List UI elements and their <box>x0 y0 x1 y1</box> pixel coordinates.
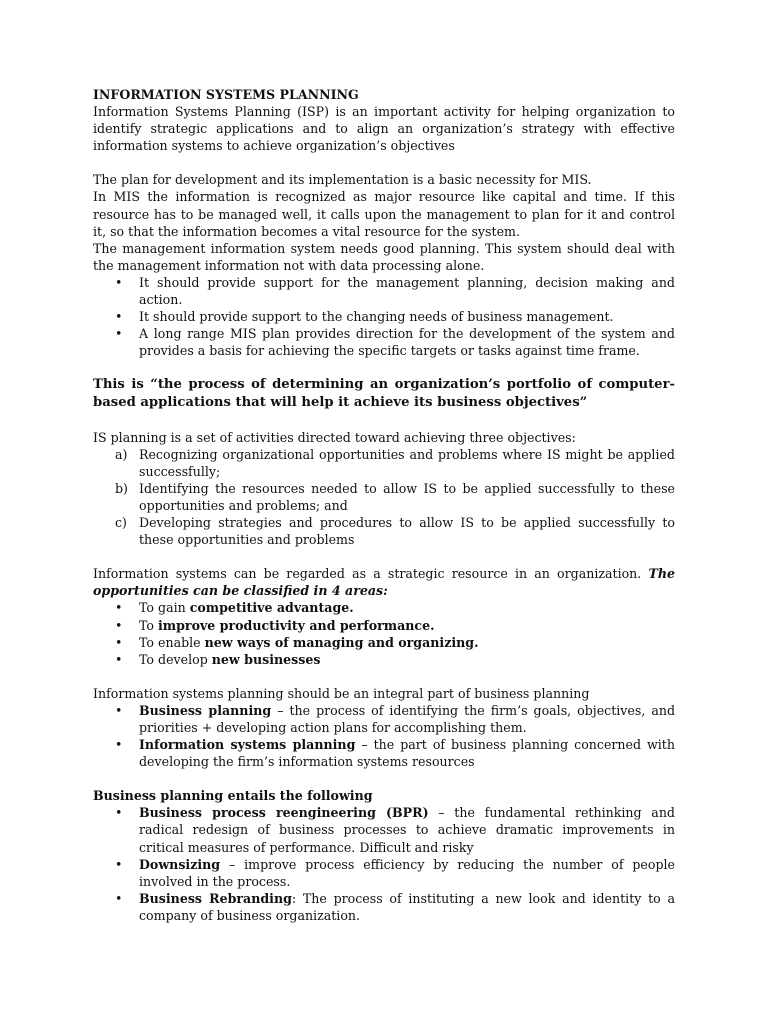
entails-list <box>93 804 675 924</box>
bullet-icon: • <box>115 890 123 906</box>
emphasis-text: The opportunities can be classified in 4 areas: <box>93 566 675 599</box>
bullet-icon: • <box>115 634 123 650</box>
spacer <box>93 668 675 685</box>
spacer <box>93 770 675 787</box>
mis-paragraph: In MIS the information is recognized as major resource like capital and time. If this resource has to be managed well, it calls upon the management to plan for it and control it, so that the information becomes a vital resource for the system. <box>93 189 675 239</box>
spacer <box>93 154 675 171</box>
list-item: • It should provide support to the changing needs of business management. <box>115 309 614 325</box>
list-item: • It should provide support for the management planning, decision making and action. <box>115 274 675 308</box>
bullet-icon: • <box>115 309 123 325</box>
entails-heading: Business planning entails the following <box>93 788 373 804</box>
plan-paragraph: The plan for development and its implementation is a basic necessity for MIS. <box>93 172 592 188</box>
bullet-icon: • <box>115 274 123 290</box>
list-item: c) Developing strategies and procedures to allow IS to be applied successfully to these opportunities and problems <box>115 515 675 548</box>
document-page <box>93 86 675 924</box>
integral-paragraph: Information systems planning should be an integral part of business planning <box>93 685 590 701</box>
spacer <box>93 548 675 565</box>
list-item: a) Recognizing organizational opportunities and problems where IS might be applied successfully; <box>115 446 675 479</box>
spacer <box>93 359 675 376</box>
list-item: • To develop new businesses <box>115 651 321 667</box>
bullet-icon: • <box>115 617 123 633</box>
list-item: • Information systems planning – the part of business planning concerned with developing the firm’s information systems resources <box>115 737 675 770</box>
bullet-icon: • <box>115 856 123 872</box>
bullet-icon: • <box>115 737 123 753</box>
bullet-icon: • <box>115 805 123 821</box>
strategic-paragraph: Information systems can be regarded as a strategic resource in an organization. The opportunities can be classified in 4 areas: <box>93 566 675 599</box>
bullet-icon: • <box>115 600 123 616</box>
spacer <box>93 412 675 429</box>
mis-bullet-list <box>93 274 675 359</box>
document-title: INFORMATION SYSTEMS PLANNING <box>93 87 359 102</box>
list-item: • To enable new ways of managing and organizing. <box>115 634 479 650</box>
areas-list <box>93 599 675 667</box>
list-item: • Business Rebranding: The process of instituting a new look and identity to a company of business organization. <box>115 890 675 923</box>
bullet-icon: • <box>115 651 123 667</box>
definition-statement: This is “the process of determining an organization’s portfolio of computer-based applications that will help it achieve its business objectives” <box>93 377 675 410</box>
planning-list <box>93 702 675 770</box>
list-item: • Business process reengineering (BPR) – the fundamental rethinking and radical redesign of business processes to achieve dramatic improvements in critical measures of performance. Difficult and risky <box>115 805 675 855</box>
list-item: • A long range MIS plan provides direction for the development of the system and provides a basis for achieving the specific targets or tasks against time frame. <box>115 326 675 359</box>
list-marker: b) <box>115 480 128 496</box>
list-marker: a) <box>115 446 128 462</box>
objectives-intro: IS planning is a set of activities directed toward achieving three objectives: <box>93 429 576 445</box>
list-item: • Business planning – the process of identifying the firm’s goals, objectives, and priorities + developing action plans for accomplishing them. <box>115 702 676 735</box>
bullet-icon: • <box>115 702 123 718</box>
intro-paragraph: Information Systems Planning (ISP) is an important activity for helping organization to identify strategic applications and to align an organization’s strategy with effective information systems to achieve organization’s objectives <box>93 104 675 154</box>
objectives-list <box>93 446 675 549</box>
list-item: • To gain competitive advantage. <box>115 600 354 616</box>
list-item: • Downsizing – improve process efficiency by reducing the number of people involved in the process. <box>115 856 675 889</box>
list-item: • To improve productivity and performance. <box>115 617 435 633</box>
list-item: b) Identifying the resources needed to allow IS to be applied successfully to these opportunities and problems; and <box>115 480 675 513</box>
bullet-icon: • <box>115 326 123 342</box>
management-paragraph: The management information system needs good planning. This system should deal with the management information not with data processing alone. <box>93 240 675 273</box>
list-marker: c) <box>115 515 127 531</box>
